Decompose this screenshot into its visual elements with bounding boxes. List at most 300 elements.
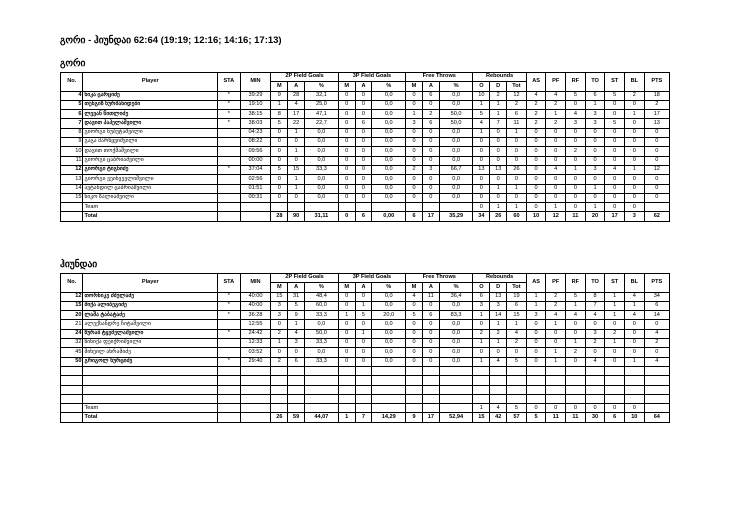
- player-number: 12: [61, 165, 83, 174]
- stat-p3: 0,0: [372, 320, 406, 329]
- empty-cell: [288, 385, 305, 394]
- stat-tot: 4: [507, 329, 527, 338]
- empty-cell: [422, 376, 439, 385]
- stat-rf: 3: [566, 119, 586, 128]
- empty-cell: [624, 394, 644, 403]
- empty-cell: [61, 376, 83, 385]
- col-header-pf: PF: [546, 73, 566, 92]
- stat-pft: 0,0: [439, 184, 473, 193]
- empty-cell: [422, 404, 439, 413]
- stat-aft: 0: [422, 329, 439, 338]
- empty-cell: [305, 366, 339, 375]
- stat-pts: 4: [644, 329, 669, 338]
- empty-cell: [61, 404, 83, 413]
- stat-aft: 0: [422, 175, 439, 184]
- empty-cell: [240, 212, 271, 221]
- minutes: 09:56: [240, 147, 271, 156]
- stat-tot: 26: [507, 165, 527, 174]
- stat-mft: 2: [406, 165, 423, 174]
- team-stat-pts: [644, 203, 669, 212]
- stat-to: 0: [585, 348, 605, 357]
- stat-rf: 0: [566, 329, 586, 338]
- stat-a3: 5: [355, 311, 372, 320]
- col-header-as: AS: [526, 73, 546, 92]
- stat-aft: 6: [422, 311, 439, 320]
- stat-p3: 0,0: [372, 339, 406, 348]
- empty-cell: [61, 413, 83, 422]
- stat-p3: 0,0: [372, 119, 406, 128]
- stat-as: 0: [526, 156, 546, 165]
- stat-m3: 0: [338, 301, 355, 310]
- empty-cell: [372, 376, 406, 385]
- empty-cell: [507, 366, 527, 375]
- col-header-st: ST: [605, 274, 625, 293]
- empty-cell: [422, 385, 439, 394]
- stat-bl: 1: [624, 357, 644, 366]
- stat-a2: 1: [288, 128, 305, 137]
- player-number: 32: [61, 339, 83, 348]
- starter-mark: [218, 156, 240, 165]
- team-stat-bl: 0: [624, 203, 644, 212]
- stat-pft: 83,3: [439, 311, 473, 320]
- stat-a2: 1: [288, 320, 305, 329]
- player-row: [61, 301, 670, 310]
- col-header-pts: PTS: [644, 274, 669, 293]
- stat-o: 13: [473, 165, 490, 174]
- stat-aft: 0: [422, 348, 439, 357]
- stat-tot: 5: [507, 357, 527, 366]
- stat-as: 0: [526, 165, 546, 174]
- total-stat-m3: 1: [338, 413, 355, 422]
- stat-rf: 0: [566, 175, 586, 184]
- col-header-no: No.: [61, 274, 83, 293]
- stat-bl: 0: [624, 138, 644, 147]
- stat-m3: 0: [338, 119, 355, 128]
- total-stat-pft: 52,94: [439, 413, 473, 422]
- empty-cell: [338, 394, 355, 403]
- empty-cell: [240, 203, 271, 212]
- stat-rf: 1: [566, 165, 586, 174]
- empty-cell: [566, 394, 586, 403]
- stat-a3: 0: [355, 184, 372, 193]
- player-name: თორნიკე ძბულაძე: [83, 292, 218, 301]
- col-header-sta: STA: [218, 274, 240, 293]
- stat-tot: 1: [507, 184, 527, 193]
- stat-pts: 0: [644, 193, 669, 202]
- team-1-title: გორი: [60, 58, 86, 69]
- stat-st: 0: [605, 320, 625, 329]
- team-stat-as: 0: [526, 404, 546, 413]
- empty-cell: [605, 394, 625, 403]
- stat-m2: 2: [271, 357, 288, 366]
- stat-st: 0: [605, 128, 625, 137]
- stat-pf: 2: [546, 119, 566, 128]
- stat-mft: 5: [406, 311, 423, 320]
- empty-cell: [271, 385, 288, 394]
- stat-m3: 0: [338, 348, 355, 357]
- total-stat-to: 30: [585, 413, 605, 422]
- empty-cell: [406, 366, 423, 375]
- stat-d: 13: [490, 165, 507, 174]
- total-stat-st: 6: [605, 413, 625, 422]
- total-stat-m2: 28: [271, 212, 288, 221]
- stat-tot: 1: [507, 320, 527, 329]
- minutes: 36:28: [240, 311, 271, 320]
- empty-cell: [355, 376, 372, 385]
- empty-cell: [490, 376, 507, 385]
- stat-tot: 12: [507, 91, 527, 100]
- stat-a2: 15: [288, 165, 305, 174]
- stat-p3: 0,0: [372, 184, 406, 193]
- stat-pts: 17: [644, 110, 669, 119]
- total-stat-bl: 10: [624, 413, 644, 422]
- stat-d: 2: [490, 91, 507, 100]
- stat-st: 1: [605, 301, 625, 310]
- empty-cell: [507, 394, 527, 403]
- stat-o: 0: [473, 348, 490, 357]
- stat-m2: 8: [271, 110, 288, 119]
- starter-mark: [218, 348, 240, 357]
- stat-d: 0: [490, 156, 507, 165]
- player-number: 12: [61, 292, 83, 301]
- stat-bl: 2: [624, 91, 644, 100]
- stat-m2: 3: [271, 311, 288, 320]
- player-number: 50: [61, 357, 83, 366]
- stat-d: 0: [490, 348, 507, 357]
- stat-mft: 0: [406, 329, 423, 338]
- stat-m2: 15: [271, 292, 288, 301]
- stat-p3: 0,0: [372, 100, 406, 109]
- player-number: 4: [61, 91, 83, 100]
- stat-to: 3: [585, 165, 605, 174]
- empty-cell: [338, 366, 355, 375]
- starter-mark: *: [218, 91, 240, 100]
- stat-st: 5: [605, 119, 625, 128]
- team-stat-pf: 1: [546, 203, 566, 212]
- team-row: [61, 404, 670, 413]
- team-row: [61, 203, 670, 212]
- stat-p2: 0,0: [305, 193, 339, 202]
- stat-d: 3: [490, 301, 507, 310]
- stat-m2: 0: [271, 138, 288, 147]
- stat-as: 0: [526, 329, 546, 338]
- total-stat-aft: 17: [422, 212, 439, 221]
- minutes: 02:56: [240, 175, 271, 184]
- player-row: [61, 147, 670, 156]
- col-header-fg2: 2P Field Goals: [271, 73, 338, 82]
- stat-as: 1: [526, 292, 546, 301]
- stat-m3: 0: [338, 147, 355, 156]
- starter-mark: [218, 184, 240, 193]
- stat-pts: 0: [644, 138, 669, 147]
- stat-o: 0: [473, 320, 490, 329]
- stat-d: 0: [490, 128, 507, 137]
- stat-m3: 0: [338, 193, 355, 202]
- stat-p2: 0,0: [305, 138, 339, 147]
- player-number: 45: [61, 348, 83, 357]
- player-number: 13: [61, 175, 83, 184]
- stat-aft: 0: [422, 184, 439, 193]
- stat-rf: 0: [566, 184, 586, 193]
- col-subheader-pct: %: [439, 82, 473, 91]
- starter-mark: *: [218, 292, 240, 301]
- player-name: მიხეილ ახრამიძე: [83, 348, 218, 357]
- empty-cell: [490, 366, 507, 375]
- empty-cell: [644, 385, 669, 394]
- stat-aft: 0: [422, 339, 439, 348]
- stat-mft: 0: [406, 348, 423, 357]
- player-row: [61, 165, 670, 174]
- header-row: [61, 274, 670, 283]
- stat-as: 3: [526, 311, 546, 320]
- total-stat-p3: 14,29: [372, 413, 406, 422]
- stat-a2: 1: [288, 184, 305, 193]
- empty-cell: [624, 385, 644, 394]
- empty-cell: [305, 376, 339, 385]
- total-stat-o: 15: [473, 413, 490, 422]
- empty-cell: [271, 203, 288, 212]
- minutes: 00:00: [240, 156, 271, 165]
- stat-aft: 0: [422, 301, 439, 310]
- stat-mft: 0: [406, 320, 423, 329]
- empty-cell: [372, 385, 406, 394]
- player-number: 8: [61, 128, 83, 137]
- empty-row: [61, 385, 670, 394]
- stat-o: 0: [473, 193, 490, 202]
- col-subheader-a: A: [422, 283, 439, 292]
- stat-d: 0: [490, 147, 507, 156]
- col-subheader-a: A: [422, 82, 439, 91]
- minutes: 12:33: [240, 339, 271, 348]
- stat-bl: 0: [624, 128, 644, 137]
- col-subheader-m: M: [406, 82, 423, 91]
- player-row: [61, 292, 670, 301]
- total-stat-pf: 12: [546, 212, 566, 221]
- stat-m3: 1: [338, 311, 355, 320]
- stat-aft: 6: [422, 91, 439, 100]
- stat-d: 13: [490, 292, 507, 301]
- stat-st: 0: [605, 348, 625, 357]
- stat-to: 1: [585, 100, 605, 109]
- total-stat-pts: 64: [644, 413, 669, 422]
- stat-pf: 0: [546, 147, 566, 156]
- stat-o: 1: [473, 128, 490, 137]
- stat-mft: 0: [406, 128, 423, 137]
- empty-cell: [338, 376, 355, 385]
- col-subheader-pct: %: [439, 283, 473, 292]
- team-row-label: Team: [83, 203, 218, 212]
- player-row: [61, 357, 670, 366]
- col-header-pts: PTS: [644, 73, 669, 92]
- empty-cell: [83, 376, 218, 385]
- empty-cell: [566, 366, 586, 375]
- stat-o: 0: [473, 175, 490, 184]
- stat-a2: 5: [288, 301, 305, 310]
- empty-cell: [439, 366, 473, 375]
- stat-pf: 4: [546, 91, 566, 100]
- stat-p2: 0,0: [305, 348, 339, 357]
- empty-cell: [644, 376, 669, 385]
- empty-cell: [305, 203, 339, 212]
- col-header-ft: Free Throws: [406, 274, 473, 283]
- total-row-label: Total: [83, 413, 218, 422]
- player-number: 11: [61, 156, 83, 165]
- stat-pts: 4: [644, 357, 669, 366]
- total-stat-aft: 17: [422, 413, 439, 422]
- col-subheader-o: O: [473, 283, 490, 292]
- stat-m2: 0: [271, 193, 288, 202]
- stat-bl: 0: [624, 147, 644, 156]
- total-stat-pft: 35,29: [439, 212, 473, 221]
- total-row: [61, 413, 670, 422]
- starter-mark: *: [218, 110, 240, 119]
- empty-cell: [240, 376, 271, 385]
- stat-a2: 9: [288, 311, 305, 320]
- stat-to: 0: [585, 175, 605, 184]
- stat-a2: 31: [288, 292, 305, 301]
- player-row: [61, 184, 670, 193]
- stat-tot: 1: [507, 128, 527, 137]
- empty-cell: [473, 394, 490, 403]
- player-number: 5: [61, 100, 83, 109]
- empty-cell: [271, 394, 288, 403]
- stat-mft: 0: [406, 357, 423, 366]
- empty-cell: [605, 376, 625, 385]
- empty-cell: [473, 376, 490, 385]
- total-stat-rf: 11: [566, 413, 586, 422]
- empty-cell: [422, 366, 439, 375]
- stat-bl: 4: [624, 292, 644, 301]
- stat-to: 4: [585, 357, 605, 366]
- stat-p2: 0,0: [305, 128, 339, 137]
- player-name: გრიგოლ ხურციძე: [83, 357, 218, 366]
- stat-mft: 4: [406, 292, 423, 301]
- stat-a2: 22: [288, 119, 305, 128]
- stat-rf: 5: [566, 91, 586, 100]
- empty-cell: [526, 366, 546, 375]
- stat-pts: 34: [644, 292, 669, 301]
- empty-cell: [61, 203, 83, 212]
- player-number: 24: [61, 329, 83, 338]
- stat-m3: 0: [338, 329, 355, 338]
- stat-bl: 0: [624, 156, 644, 165]
- stat-rf: 0: [566, 156, 586, 165]
- stat-mft: 0: [406, 175, 423, 184]
- stat-pts: 0: [644, 320, 669, 329]
- stat-bl: 1: [624, 110, 644, 119]
- player-row: [61, 91, 670, 100]
- stat-m2: 5: [271, 165, 288, 174]
- stat-a3: 0: [355, 100, 372, 109]
- total-stat-m3: 0: [338, 212, 355, 221]
- starter-mark: *: [218, 165, 240, 174]
- stat-aft: 0: [422, 357, 439, 366]
- stat-pft: 0,0: [439, 147, 473, 156]
- stat-pf: 1: [546, 110, 566, 119]
- stat-tot: 19: [507, 292, 527, 301]
- total-stat-o: 34: [473, 212, 490, 221]
- stat-to: 1: [585, 184, 605, 193]
- stat-pft: 0,0: [439, 329, 473, 338]
- empty-cell: [61, 366, 83, 375]
- stat-mft: 0: [406, 301, 423, 310]
- stat-o: 5: [473, 110, 490, 119]
- col-subheader-pct: %: [305, 82, 339, 91]
- stat-pf: 4: [546, 165, 566, 174]
- stat-a3: 0: [355, 348, 372, 357]
- stat-p3: 0,0: [372, 147, 406, 156]
- stat-to: 2: [585, 339, 605, 348]
- team-stat-pf: 0: [546, 404, 566, 413]
- stat-m2: 0: [271, 320, 288, 329]
- empty-cell: [218, 413, 240, 422]
- stat-tot: 0: [507, 175, 527, 184]
- empty-cell: [406, 385, 423, 394]
- stat-pf: 2: [546, 100, 566, 109]
- stat-d: 4: [490, 357, 507, 366]
- stat-bl: 0: [624, 100, 644, 109]
- player-name: გიორგი ტიგნიძე: [83, 165, 218, 174]
- stat-a2: 4: [288, 100, 305, 109]
- stat-pf: 1: [546, 357, 566, 366]
- empty-cell: [490, 385, 507, 394]
- stat-a3: 1: [355, 301, 372, 310]
- empty-cell: [240, 413, 271, 422]
- stat-a3: 6: [355, 119, 372, 128]
- stat-pft: 0,0: [439, 301, 473, 310]
- stat-mft: 0: [406, 193, 423, 202]
- col-header-fg3: 3P Field Goals: [338, 73, 405, 82]
- col-subheader-m: M: [406, 283, 423, 292]
- stat-p2: 48,4: [305, 292, 339, 301]
- stat-mft: 3: [406, 119, 423, 128]
- empty-cell: [338, 404, 355, 413]
- stat-pf: 0: [546, 339, 566, 348]
- col-header-player: Player: [83, 73, 218, 92]
- empty-cell: [372, 394, 406, 403]
- player-number: 21: [61, 320, 83, 329]
- empty-cell: [355, 203, 372, 212]
- col-header-rf: RF: [566, 274, 586, 293]
- total-stat-a2: 59: [288, 413, 305, 422]
- empty-cell: [218, 376, 240, 385]
- stat-as: 0: [526, 184, 546, 193]
- team-stat-o: 0: [473, 203, 490, 212]
- stat-m3: 0: [338, 100, 355, 109]
- total-stat-tot: 57: [507, 413, 527, 422]
- stat-rf: 0: [566, 138, 586, 147]
- stat-to: 8: [585, 292, 605, 301]
- stat-st: 0: [605, 110, 625, 119]
- col-subheader-tot: Tot: [507, 82, 527, 91]
- stat-mft: 0: [406, 339, 423, 348]
- stat-mft: 0: [406, 184, 423, 193]
- col-header-st: ST: [605, 73, 625, 92]
- empty-cell: [526, 385, 546, 394]
- team-stat-st: 0: [605, 404, 625, 413]
- stat-m3: 0: [338, 292, 355, 301]
- starter-mark: [218, 138, 240, 147]
- empty-cell: [218, 212, 240, 221]
- stat-p2: 47,1: [305, 110, 339, 119]
- stat-pft: 0,0: [439, 193, 473, 202]
- col-header-to: TO: [585, 274, 605, 293]
- stat-pf: 0: [546, 184, 566, 193]
- player-number: 15: [61, 301, 83, 310]
- empty-cell: [61, 394, 83, 403]
- team-stat-d: 1: [490, 203, 507, 212]
- col-header-min: MIN: [240, 73, 271, 92]
